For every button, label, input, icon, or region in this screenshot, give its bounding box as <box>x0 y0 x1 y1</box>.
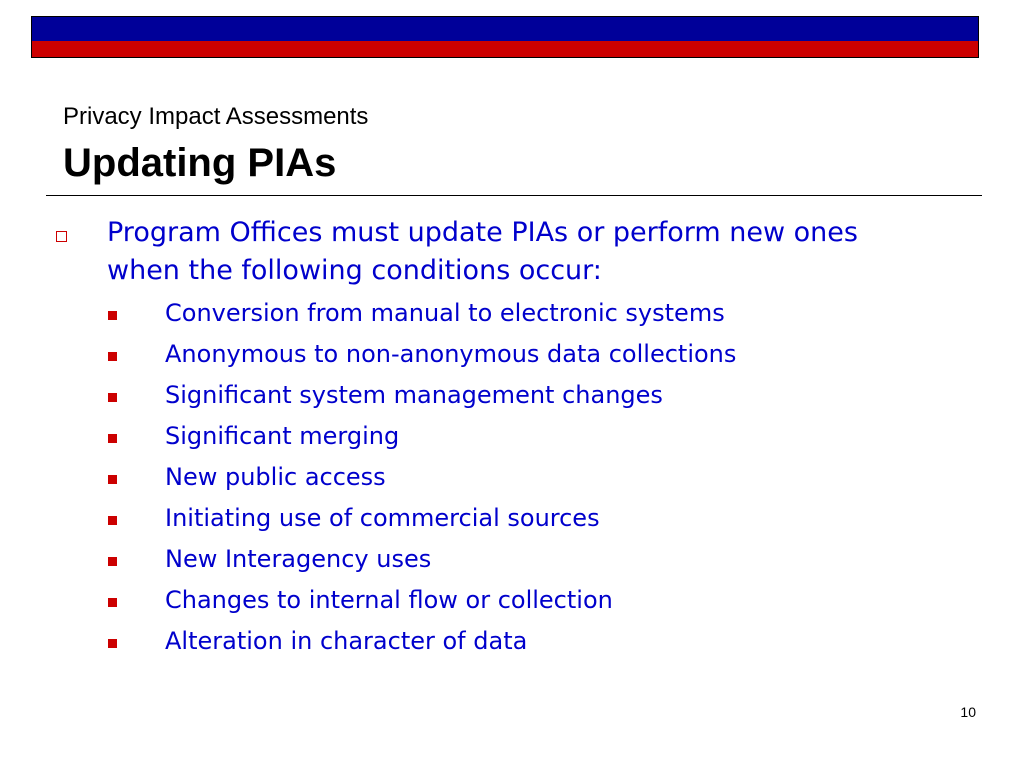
sub-bullet-item <box>0 539 1024 580</box>
sub-bullet-text: Changes to internal flow or collection <box>165 586 613 614</box>
filled-square-bullet-icon <box>108 311 117 320</box>
header-band-red <box>32 41 978 57</box>
sub-bullet-list <box>0 293 1024 662</box>
sub-bullet-text: New Interagency uses <box>165 545 432 573</box>
sub-bullet-text: Conversion from manual to electronic systems <box>165 299 725 327</box>
sub-bullet-text: Alteration in character of data <box>165 627 528 655</box>
filled-square-bullet-icon <box>108 516 117 525</box>
sub-bullet-text: Significant merging <box>165 422 400 450</box>
header-band-blue <box>32 17 978 41</box>
main-bullet-text: Program Offices must update PIAs or perform new ones when the following conditions occur: <box>107 217 858 286</box>
sub-bullet-item <box>0 334 1024 375</box>
sub-bullet-item <box>0 457 1024 498</box>
sub-bullet-item <box>0 416 1024 457</box>
filled-square-bullet-icon <box>108 352 117 361</box>
filled-square-bullet-icon <box>108 475 117 484</box>
sub-bullet-text: Significant system management changes <box>165 381 663 409</box>
sub-bullet-text: Anonymous to non-anonymous data collections <box>165 340 737 368</box>
sub-bullet-item <box>0 293 1024 334</box>
filled-square-bullet-icon <box>108 639 117 648</box>
slide-title: Updating PIAs <box>63 141 337 185</box>
sub-bullet-item <box>0 621 1024 662</box>
filled-square-bullet-icon <box>108 393 117 402</box>
title-divider <box>46 195 982 196</box>
page-number: 10 <box>960 704 976 720</box>
slide-subtitle: Privacy Impact Assessments <box>63 103 369 130</box>
sub-bullet-text: New public access <box>165 463 386 491</box>
header-band <box>31 16 979 58</box>
hollow-square-bullet-icon <box>56 231 67 242</box>
filled-square-bullet-icon <box>108 557 117 566</box>
sub-bullet-item <box>0 580 1024 621</box>
sub-bullet-item <box>0 375 1024 416</box>
sub-bullet-text: Initiating use of commercial sources <box>165 504 600 532</box>
slide-content <box>0 214 1024 662</box>
main-bullet <box>0 214 927 290</box>
filled-square-bullet-icon <box>108 434 117 443</box>
filled-square-bullet-icon <box>108 598 117 607</box>
sub-bullet-item <box>0 498 1024 539</box>
